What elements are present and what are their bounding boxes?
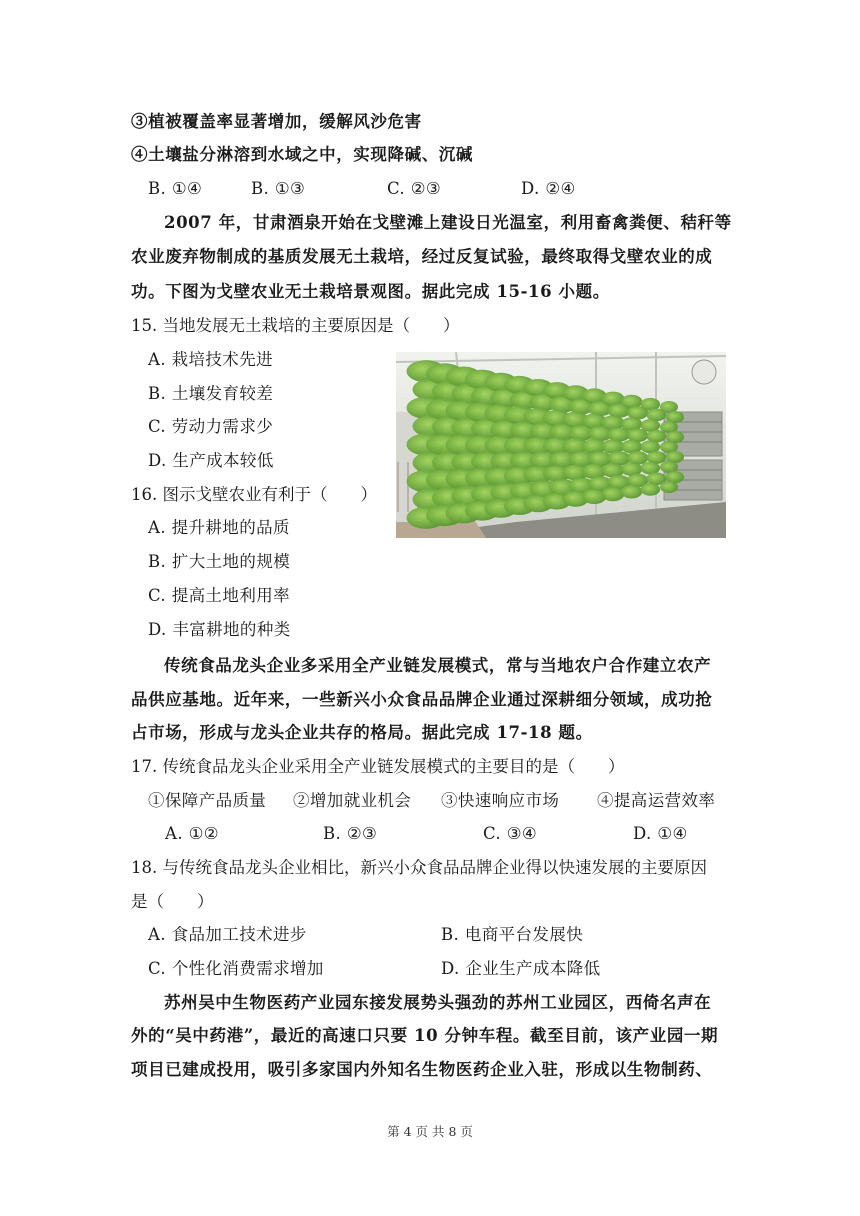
q15-stem: 15. 当地发展无土栽培的主要原因是（ ） [131,316,460,335]
passage2-line3: 占市场，形成与龙头企业共存的格局。据此完成 17-18 题。 [131,723,593,742]
option-c-prev: C. ②③ [387,179,442,198]
q17-choice-4: ④提高运营效率 [597,791,716,810]
q17-option-b: B. ②③ [323,824,378,843]
q18-stem-line1: 18. 与传统食品龙头企业相比，新兴小众食品品牌企业得以快速发展的主要原因 [131,858,707,877]
q15-option-a: A. 栽培技术先进 [148,350,274,369]
passage1-line3: 功。下图为戈壁农业无土栽培景观图。据此完成 15-16 小题。 [131,282,610,301]
q18-option-c: C. 个性化消费需求增加 [148,959,324,978]
q17-choice-3: ③快速响应市场 [441,791,560,810]
q17-option-d: D. ①④ [633,824,688,843]
page-footer: 第 4 页 共 8 页 [387,1124,473,1139]
q16-option-c: C. 提高土地利用率 [148,586,291,605]
q16-option-a: A. 提升耕地的品质 [148,518,290,537]
passage3-line3: 项目已建成投用，吸引多家国内外知名生物医药企业入驻，形成以生物制药、 [131,1060,713,1079]
q18-stem-line2: 是（ ） [131,892,214,911]
passage1-line1: 2007 年，甘肃酒泉开始在戈壁滩上建设日光温室，利用畜禽粪便、秸秆等 [164,213,732,232]
q16-stem: 16. 图示戈壁农业有利于（ ） [131,485,377,504]
statement-3: ③植被覆盖率显著增加，缓解风沙危害 [131,112,422,131]
q18-option-b: B. 电商平台发展快 [441,925,584,944]
q18-option-a: A. 食品加工技术进步 [148,925,307,944]
q17-stem: 17. 传统食品龙头企业采用全产业链发展模式的主要目的是（ ） [131,757,625,776]
q17-option-c: C. ③④ [483,824,538,843]
q16-option-b: B. 扩大土地的规模 [148,552,291,571]
q15-option-d: D. 生产成本较低 [148,451,274,470]
passage3-line2: 外的“吴中药港”，最近的高速口只要 10 分钟车程。截至目前，该产业园一期 [131,1026,719,1045]
greenhouse-photo [396,352,726,538]
statement-4: ④土壤盐分淋溶到水域之中，实现降碱、沉碱 [131,145,473,164]
option-d-prev: D. ②④ [521,179,576,198]
q17-option-a: A. ①② [165,824,219,843]
passage2-line1: 传统食品龙头企业多采用全产业链发展模式，常与当地农户合作建立农产 [164,656,712,675]
q17-choice-2: ②增加就业机会 [293,791,412,810]
option-b-prev: B. ①③ [251,179,306,198]
q17-choice-1: ①保障产品质量 [148,791,267,810]
q16-option-d: D. 丰富耕地的种类 [148,620,291,639]
q15-option-c: C. 劳动力需求少 [148,417,274,436]
q18-option-d: D. 企业生产成本降低 [441,959,601,978]
option-a-prev: B. ①④ [148,179,203,198]
q15-option-b: B. 土壤发育较差 [148,384,274,403]
passage2-line2: 品供应基地。近年来，一些新兴小众食品品牌企业通过深耕细分领域，成功抢 [131,690,713,709]
passage1-line2: 农业废弃物制成的基质发展无土栽培，经过反复试验，最终取得戈壁农业的成 [131,247,713,266]
passage3-line1: 苏州吴中生物医药产业园东接发展势头强劲的苏州工业园区，西倚名声在 [164,993,712,1012]
